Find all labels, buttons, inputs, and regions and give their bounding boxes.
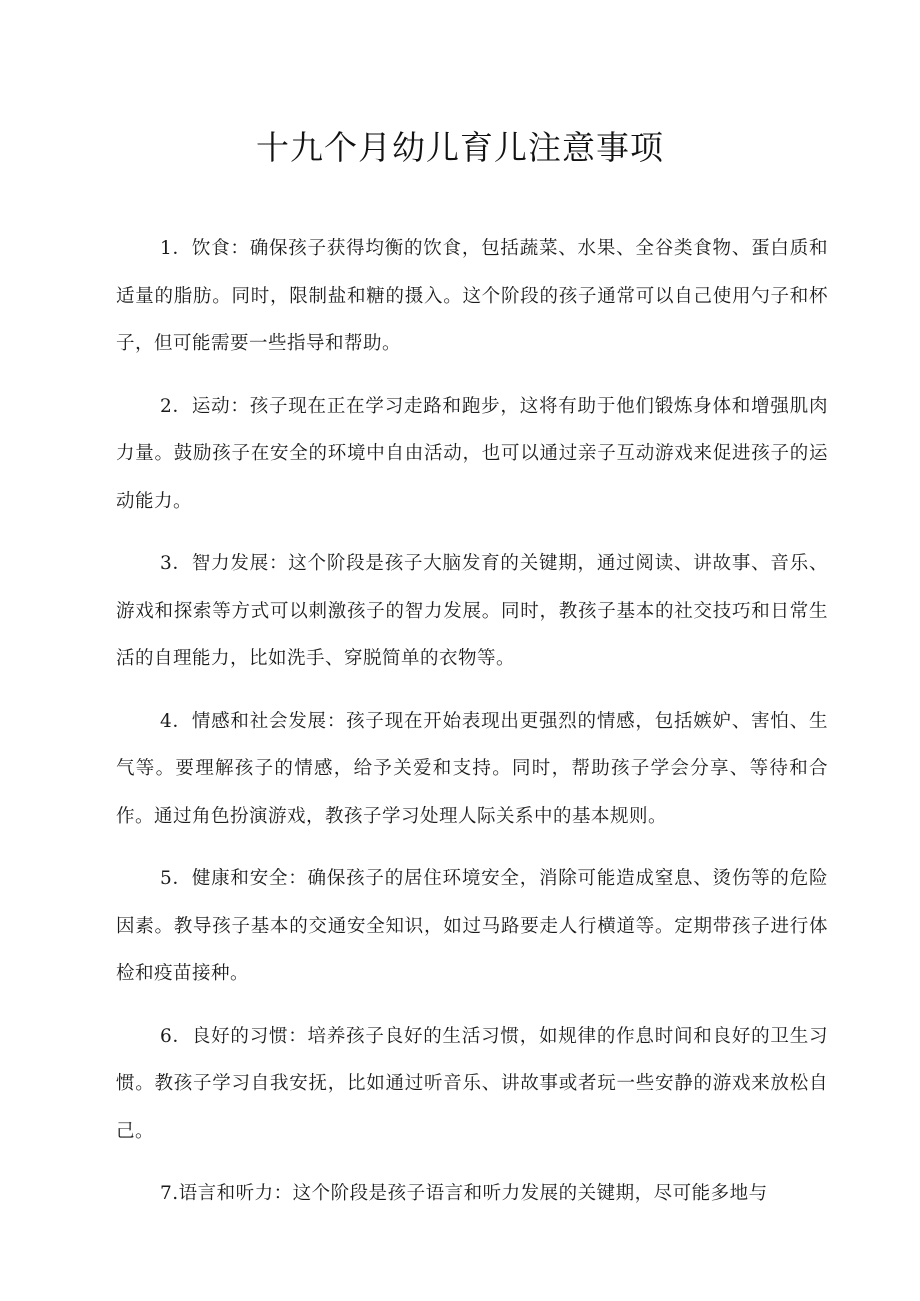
document-body (116, 225, 828, 1233)
paragraph-diet: 1．饮食：确保孩子获得均衡的饮食，包括蔬菜、水果、全谷类食物、蛋白质和适量的脂肪。同时，限制盐和糖的摄入。这个阶段的孩子通常可以自己使用勺子和杯子，但可能需要一些指导和帮助。 (116, 238, 828, 354)
paragraph-intellectual-development: 3．智力发展：这个阶段是孩子大脑发育的关键期，通过阅读、讲故事、音乐、游戏和探索等方式可以刺激孩子的智力发展。同时，教孩子基本的社交技巧和日常生活的自理能力，比如洗手、穿脱简单的衣物等。 (116, 553, 828, 669)
page-title: 十九个月幼儿育儿注意事项 (256, 128, 664, 167)
paragraph-exercise: 2．运动：孩子现在正在学习走路和跑步，这将有助于他们锻炼身体和增强肌肉力量。鼓励孩子在安全的环境中自由活动，也可以通过亲子互动游戏来促进孩子的运动能力。 (116, 395, 828, 512)
paragraph-emotional-social-development: 4．情感和社会发展：孩子现在开始表现出更强烈的情感，包括嫉妒、害怕、生气等。要理解孩子的情感，给予关爱和支持。同时，帮助孩子学会分享、等待和合作。通过角色扮演游戏，教孩子学习处理人际关系中的基本规则。 (116, 710, 828, 827)
paragraph-good-habits: 6．良好的习惯：培养孩子良好的生活习惯，如规律的作息时间和良好的卫生习惯。教孩子学习自我安抚，比如通过听音乐、讲故事或者玩一些安静的游戏来放松自己。 (116, 1025, 828, 1142)
paragraph-health-safety: 5．健康和安全：确保孩子的居住环境安全，消除可能造成窒息、烫伤等的危险因素。教导孩子基本的交通安全知识，如过马路要走人行横道等。定期带孩子进行体检和疫苗接种。 (116, 868, 828, 984)
paragraph-language-hearing: 7.语言和听力：这个阶段是孩子语言和听力发展的关键期，尽可能多地与 (160, 1183, 768, 1204)
